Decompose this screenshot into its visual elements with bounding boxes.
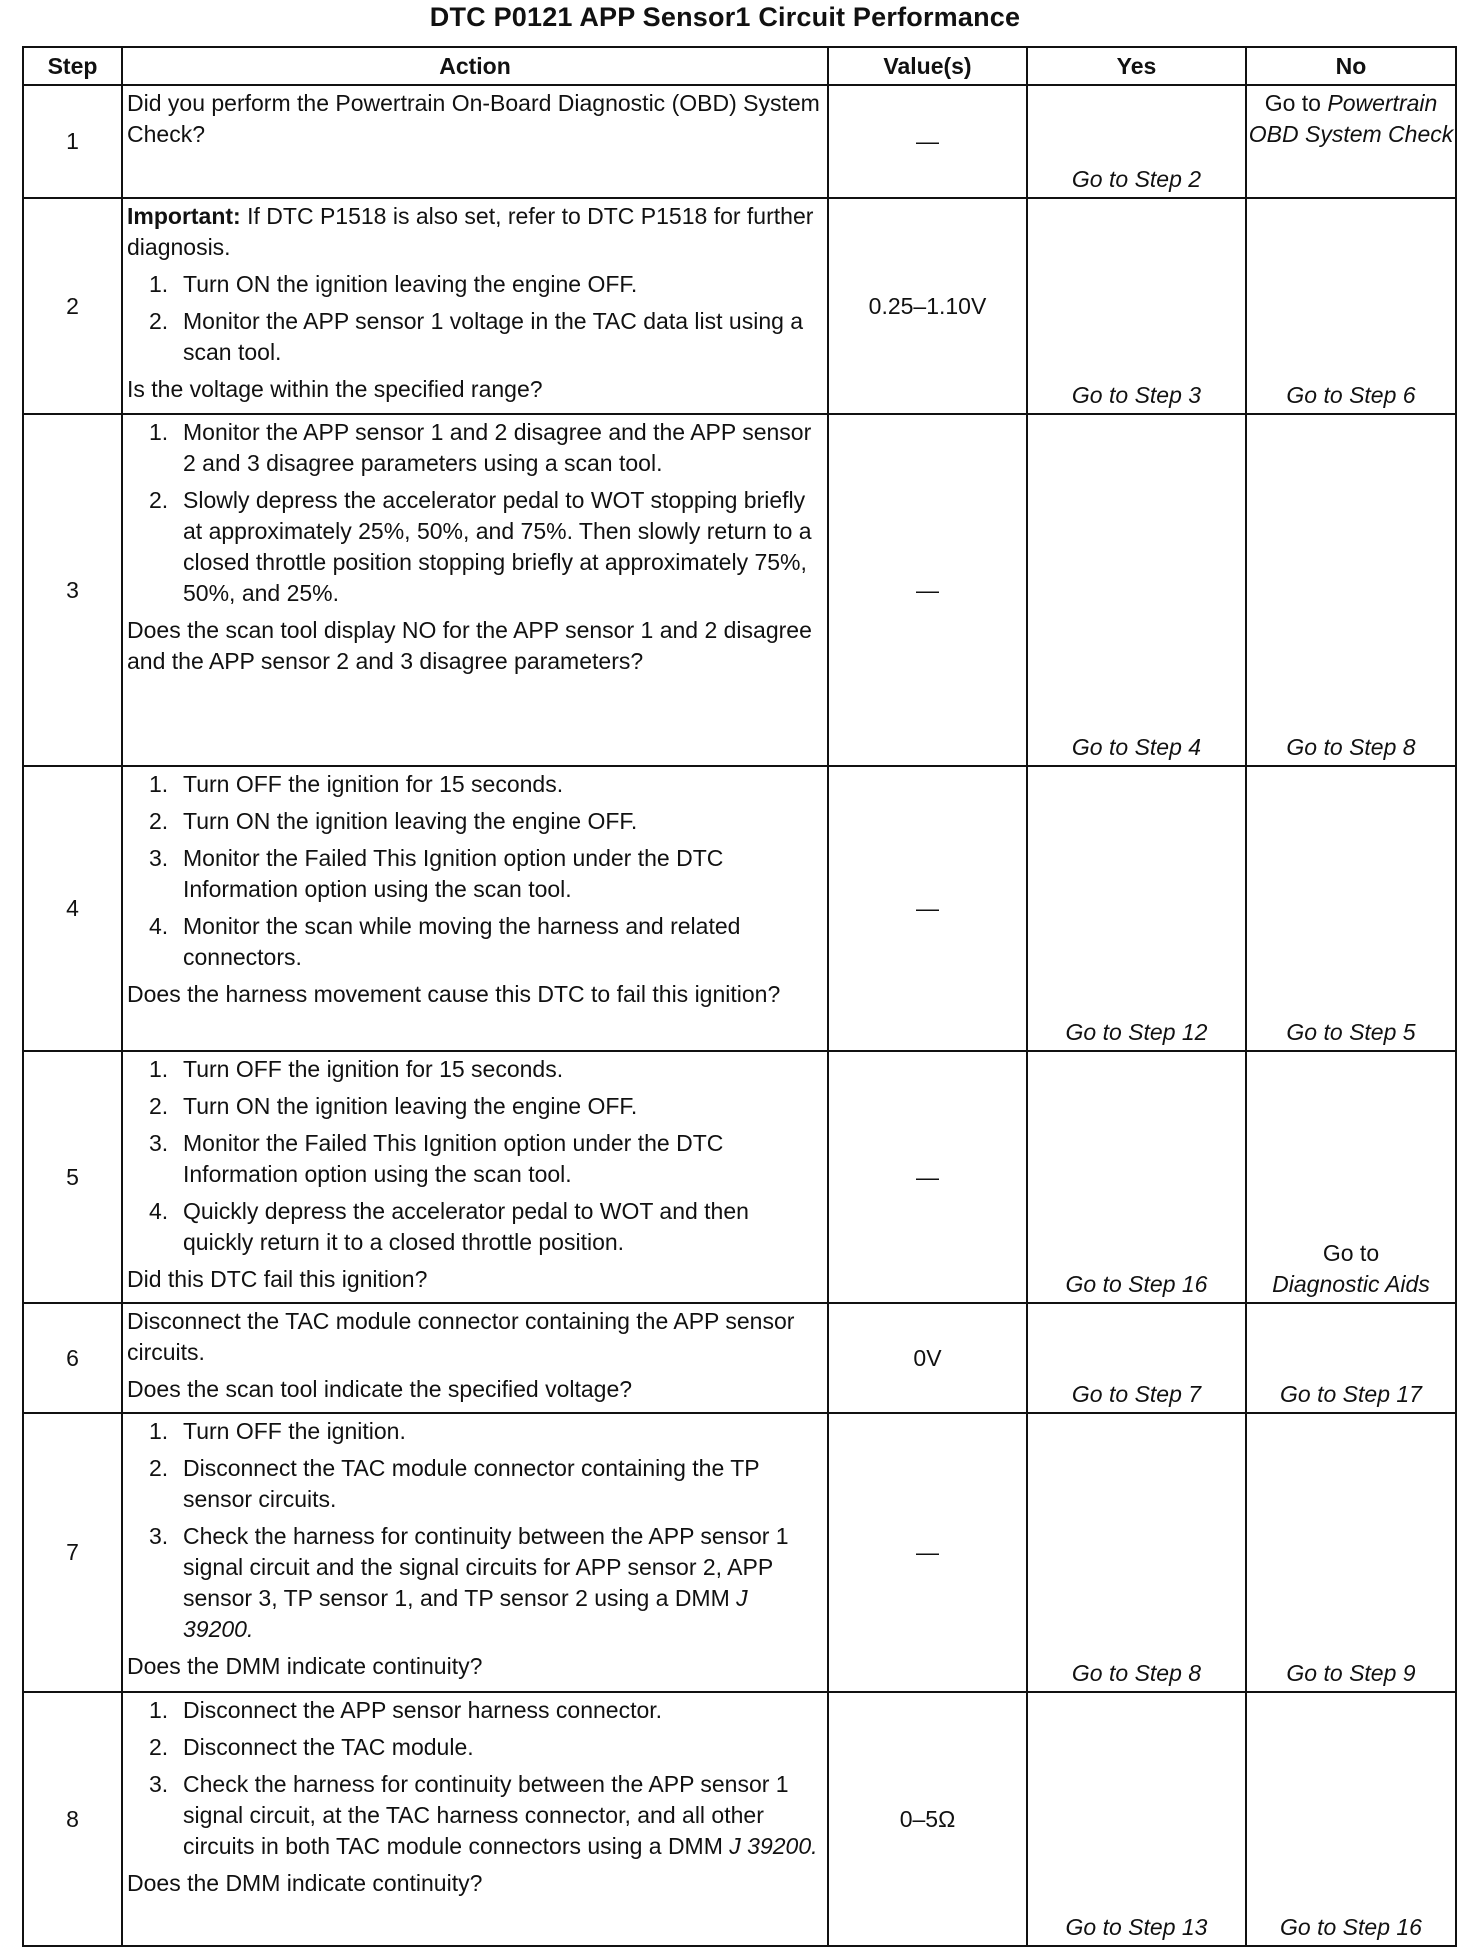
header-no: No bbox=[1246, 47, 1456, 85]
instruction-item: 2. Monitor the APP sensor 1 voltage in the TAC data list using a scan tool. bbox=[149, 308, 804, 365]
value-cell: — bbox=[828, 1413, 1027, 1692]
table-row-step-1 bbox=[23, 85, 1456, 198]
yes-link[interactable]: Go to Step 4 bbox=[1027, 414, 1246, 766]
no-link[interactable]: Go to Step 17 bbox=[1246, 1303, 1456, 1413]
action-cell bbox=[122, 1413, 828, 1692]
step-question: Does the scan tool display NO for the APP sensor 1 and 2 disagree and the APP sensor 2 and 3 disagree parameters? bbox=[127, 617, 812, 674]
instruction-item: 2. Disconnect the TAC module. bbox=[149, 1734, 474, 1760]
instruction-item: 1. Turn OFF the ignition for 15 seconds. bbox=[149, 1056, 564, 1082]
step-question: Does the harness movement cause this DTC to fail this ignition? bbox=[127, 981, 781, 1007]
step-number: 6 bbox=[23, 1303, 122, 1413]
instruction-item: 2. Slowly depress the accelerator pedal to WOT stopping briefly at approximately 25%, 50%, and 75%. Then slowly return to a closed throttle position stopping briefly at approximately 75%, 50%, and 25%. bbox=[149, 487, 812, 606]
no-link-prefix: Go to bbox=[1322, 1240, 1380, 1266]
value-cell: 0V bbox=[828, 1303, 1027, 1413]
table-row-step-2 bbox=[23, 198, 1456, 414]
step-number: 5 bbox=[23, 1051, 122, 1303]
step-question: Does the DMM indicate continuity? bbox=[127, 1870, 483, 1896]
tool-reference: J 39200. bbox=[183, 1585, 748, 1642]
no-link[interactable]: Go to Step 9 bbox=[1246, 1413, 1456, 1692]
instruction-item: 3. Monitor the Failed This Ignition option under the DTC Information option using the scan tool. bbox=[149, 845, 724, 902]
instruction-item: 1. Disconnect the APP sensor harness connector. bbox=[149, 1697, 663, 1723]
yes-link[interactable]: Go to Step 16 bbox=[1027, 1051, 1246, 1303]
step-number: 1 bbox=[23, 85, 122, 198]
table-row-step-4 bbox=[23, 766, 1456, 1051]
table-row-step-3 bbox=[23, 414, 1456, 766]
step-number: 3 bbox=[23, 414, 122, 766]
instruction-item: 3. Check the harness for continuity between the APP sensor 1 signal circuit, at the TAC harness connector, and all other circuits in both TAC module connectors using a DMM J 39200. bbox=[149, 1771, 818, 1859]
value-cell: — bbox=[828, 1051, 1027, 1303]
step-number: 7 bbox=[23, 1413, 122, 1692]
value-cell: — bbox=[828, 414, 1027, 766]
instruction-item: 4. Quickly depress the accelerator pedal to WOT and then quickly return it to a closed throttle position. bbox=[149, 1198, 749, 1255]
table-row-step-7 bbox=[23, 1413, 1456, 1692]
action-cell bbox=[122, 414, 828, 766]
yes-link[interactable]: Go to Step 12 bbox=[1027, 766, 1246, 1051]
no-link[interactable]: Go to Step 5 bbox=[1246, 766, 1456, 1051]
table-row-step-8 bbox=[23, 1692, 1456, 1946]
value-cell: 0–5Ω bbox=[828, 1692, 1027, 1946]
instruction-item: 3. Check the harness for continuity between the APP sensor 1 signal circuit and the signal circuits for APP sensor 2, APP sensor 3, TP sensor 1, and TP sensor 2 using a DMM J 39200. bbox=[149, 1523, 789, 1642]
yes-link[interactable]: Go to Step 7 bbox=[1027, 1303, 1246, 1413]
no-link[interactable]: Go to Step 8 bbox=[1246, 414, 1456, 766]
instruction-item: 2. Disconnect the TAC module connector containing the TP sensor circuits. bbox=[149, 1455, 760, 1512]
table-row-step-6 bbox=[23, 1303, 1456, 1413]
action-cell bbox=[122, 766, 828, 1051]
no-link[interactable] bbox=[1246, 85, 1456, 198]
no-link-target: Powertrain OBD System Check bbox=[1248, 90, 1454, 147]
step-instruction: Disconnect the TAC module connector containing the APP sensor circuits. bbox=[127, 1308, 795, 1365]
no-link[interactable]: Go to Step 16 bbox=[1246, 1692, 1456, 1946]
header-row bbox=[23, 47, 1456, 85]
action-cell bbox=[122, 1051, 828, 1303]
value-cell: — bbox=[828, 766, 1027, 1051]
header-action: Action bbox=[122, 47, 828, 85]
instruction-item: 1. Turn OFF the ignition. bbox=[149, 1418, 406, 1444]
instruction-list bbox=[127, 769, 823, 973]
yes-link[interactable]: Go to Step 8 bbox=[1027, 1413, 1246, 1692]
yes-link[interactable]: Go to Step 2 bbox=[1027, 85, 1246, 198]
value-cell: 0.25–1.10V bbox=[828, 198, 1027, 414]
value-cell: — bbox=[828, 85, 1027, 198]
page-title: DTC P0121 APP Sensor1 Circuit Performance bbox=[429, 2, 1021, 32]
no-link-prefix: Go to bbox=[1264, 90, 1321, 116]
no-link[interactable]: Go to Step 6 bbox=[1246, 198, 1456, 414]
step-question: Did this DTC fail this ignition? bbox=[127, 1266, 428, 1292]
step-question: Does the DMM indicate continuity? bbox=[127, 1653, 483, 1679]
header-yes: Yes bbox=[1027, 47, 1246, 85]
step-number: 4 bbox=[23, 766, 122, 1051]
instruction-list bbox=[127, 1054, 823, 1258]
step-question: Did you perform the Powertrain On-Board Diagnostic (OBD) System Check? bbox=[127, 90, 820, 147]
instruction-item: 1. Turn OFF the ignition for 15 seconds. bbox=[149, 771, 564, 797]
diagnostic-table bbox=[22, 46, 1457, 1947]
instruction-list bbox=[127, 1416, 823, 1645]
action-cell bbox=[122, 1303, 828, 1413]
step-question: Is the voltage within the specified range? bbox=[127, 376, 543, 402]
step-number: 8 bbox=[23, 1692, 122, 1946]
important-label: Important: bbox=[127, 203, 241, 229]
instruction-list bbox=[127, 269, 823, 368]
yes-link[interactable]: Go to Step 3 bbox=[1027, 198, 1246, 414]
action-cell bbox=[122, 1692, 828, 1946]
instruction-list bbox=[127, 417, 823, 609]
instruction-item: 1. Monitor the APP sensor 1 and 2 disagree and the APP sensor 2 and 3 disagree parameters using a scan tool. bbox=[149, 419, 812, 476]
instruction-list bbox=[127, 1695, 823, 1862]
step-question: Does the scan tool indicate the specified voltage? bbox=[127, 1376, 633, 1402]
instruction-item: 3. Monitor the Failed This Ignition option under the DTC Information option using the scan tool. bbox=[149, 1130, 724, 1187]
step-number: 2 bbox=[23, 198, 122, 414]
yes-link[interactable]: Go to Step 13 bbox=[1027, 1692, 1246, 1946]
important-text: If DTC P1518 is also set, refer to DTC P1518 for further diagnosis. bbox=[127, 203, 814, 260]
table-row-step-5 bbox=[23, 1051, 1456, 1303]
action-cell bbox=[122, 198, 828, 414]
tool-reference: J 39200. bbox=[729, 1833, 818, 1859]
important-note bbox=[127, 201, 823, 263]
header-step: Step bbox=[23, 47, 122, 85]
no-link[interactable] bbox=[1246, 1051, 1456, 1303]
no-link-target: Diagnostic Aids bbox=[1272, 1271, 1430, 1297]
instruction-item: 2. Turn ON the ignition leaving the engine OFF. bbox=[149, 1093, 638, 1119]
instruction-item: 1. Turn ON the ignition leaving the engine OFF. bbox=[149, 271, 638, 297]
instruction-item: 4. Monitor the scan while moving the harness and related connectors. bbox=[149, 913, 741, 970]
instruction-item: 2. Turn ON the ignition leaving the engine OFF. bbox=[149, 808, 638, 834]
header-values: Value(s) bbox=[828, 47, 1027, 85]
action-cell bbox=[122, 85, 828, 198]
